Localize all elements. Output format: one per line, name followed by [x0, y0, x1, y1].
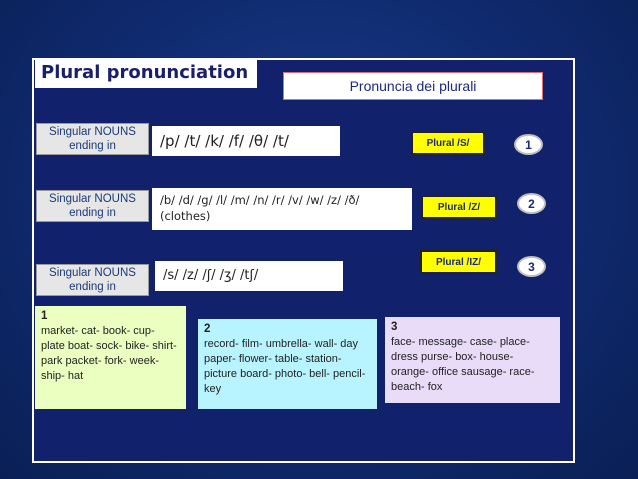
singular-label: Singular NOUNS: [49, 193, 136, 205]
plural-badge-1: Plural /S/: [411, 131, 485, 155]
phoneme-box-1: /p/ /t/ /k/ /f/ /θ/ /t/: [152, 126, 340, 156]
singular-nouns-box-3: [36, 264, 149, 296]
number-circle-2: 2: [517, 193, 546, 214]
example-list-3: [385, 317, 560, 403]
singular-label: Singular NOUNS: [49, 267, 136, 279]
slide-title: Plural pronunciation: [41, 62, 249, 83]
italian-label-box: [283, 72, 543, 100]
example-list-2: [198, 319, 377, 409]
phoneme-box-3: /s/ /z/ /ʃ/ /ʒ/ /tʃ/: [155, 261, 343, 291]
list-number: 3: [391, 321, 398, 333]
italian-label: Pronuncia dei plurali: [349, 78, 477, 94]
list-text: face- message- case- place- dress purse- box- house- orange- office sausage- race- beach- fox: [391, 336, 535, 393]
phoneme-box-2: /b/ /d/ /g/ /l/ /m/ /n/ /r/ /v/ /w/ /z/ /ð/ (clothes): [152, 188, 412, 230]
ending-label: ending in: [69, 207, 116, 219]
list-text: market- cat- book- cup- plate boat- sock- bike- shirt- park packet- fork- week- ship- hat: [41, 325, 177, 382]
singular-label: Singular NOUNS: [49, 126, 136, 138]
list-number: 2: [204, 323, 211, 335]
list-number: 1: [41, 310, 48, 322]
ending-label: ending in: [69, 281, 116, 293]
singular-nouns-box-1: [36, 123, 149, 155]
plural-badge-3: Plural /IZ/: [420, 250, 497, 274]
list-text: record- film- umbrella- wall- day paper- flower- table- station- picture board- photo- bell- pencil- key: [204, 338, 366, 395]
example-list-1: [35, 306, 186, 409]
number-circle-3: 3: [517, 256, 546, 277]
plural-badge-2: Plural /Z/: [421, 195, 497, 219]
singular-nouns-box-2: [36, 190, 149, 222]
number-circle-1: 1: [514, 134, 543, 155]
ending-label: ending in: [69, 140, 116, 152]
title-box: [35, 60, 257, 88]
